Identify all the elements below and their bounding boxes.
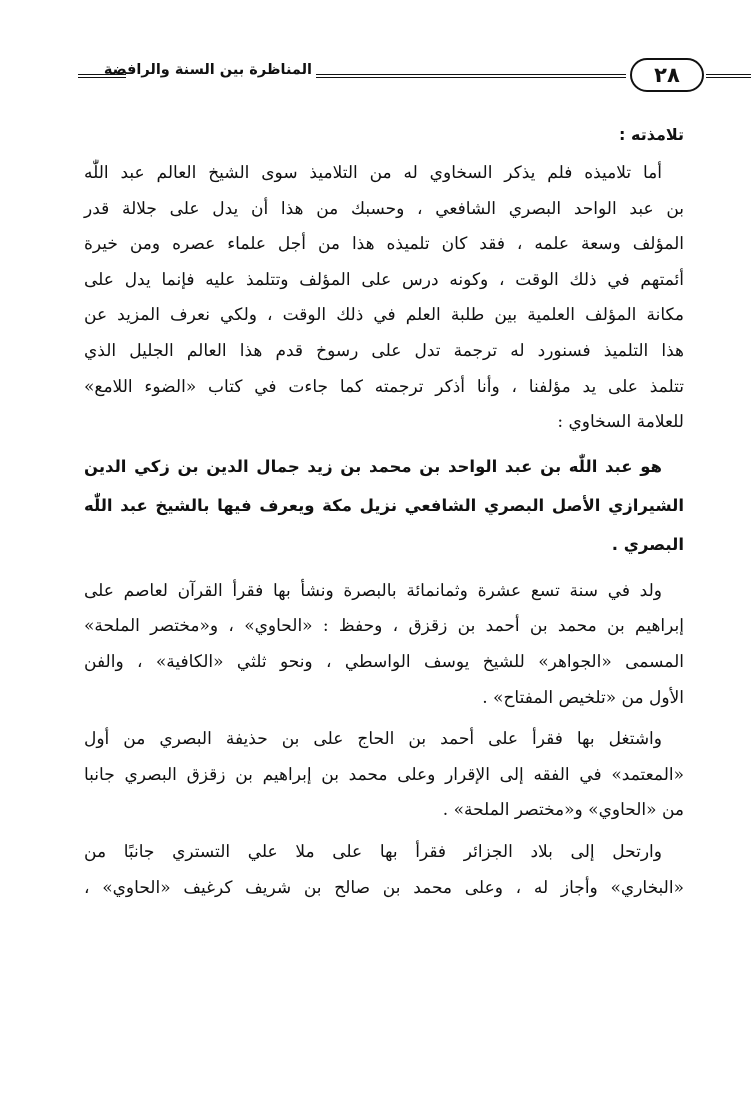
text-line: وارتحل إلى بلاد الجزائر فقرأ بها على ملا علي التستري جانبًا من: [84, 841, 662, 862]
text-line: تتلمذ على يد مؤلفنا ، وأنا أذكر ترجمته كما جاءت في كتاب «الضوء اللامع»: [84, 376, 684, 397]
text-line: هو عبد اللّٰه بن عبد الواحد بن محمد بن زيد جمال الدين بن زكي الدين: [84, 456, 662, 476]
text-line: مكانة المؤلف العلمية بين طلبة العلم في ذلك الوقت ، ولكي نعرف المزيد عن: [84, 305, 684, 326]
text-line: المسمى «الجواهر» للشيخ يوسف الواسطي ، ونحو ثلثي «الكافية» ، والفن: [84, 651, 684, 672]
text-line: للعلامة السخاوي :: [557, 412, 684, 433]
page-content: [84, 112, 684, 912]
paragraph-students: [84, 156, 684, 441]
paragraph-biography-name: [84, 447, 684, 564]
paragraph-travel: [84, 835, 684, 906]
text-line: أئمتهم في ذلك الوقت ، وكونه درس على المؤلف وتتلمذ عليه فإنما يدل على: [84, 269, 684, 290]
page-header: [78, 58, 682, 98]
header-rule-middle: [316, 74, 626, 78]
header-rule-right: [706, 74, 751, 78]
text-line: الشيرازي الأصل البصري الشافعي نزيل مكة ويعرف فيها بالشيخ عبد اللّٰه: [84, 495, 684, 515]
text-line: المؤلف وسعة علمه ، فقد كان تلميذه هذا من أجل علماء عصره ومن خيرة: [84, 234, 684, 255]
text-line: الأول من «تلخيص المفتاح» .: [482, 687, 684, 708]
text-line: هذا التلميذ فسنورد له ترجمة تدل على رسوخ قدم هذا العالم الجليل الذي: [84, 340, 684, 361]
text-line: أما تلاميذه فلم يذكر السخاوي له من التلاميذ سوى الشيخ العالم عبد اللّٰه: [84, 163, 662, 183]
text-line: البصري .: [611, 534, 684, 554]
text-line: بن عبد الواحد البصري الشافعي ، وحسبك من هذا أن يدل على جلالة قدر: [84, 198, 684, 219]
running-title: المناظرة بين السنة والرافضة: [103, 62, 312, 78]
text-line: إبراهيم بن محمد بن أحمد بن زقزق ، وحفظ : «الحاوي» ، و«مختصر الملحة»: [84, 616, 684, 637]
paragraph-study: [84, 722, 684, 829]
text-line: ولد في سنة تسع عشرة وثمانمائة بالبصرة ونشأ بها فقرأ القرآن لعاصم على: [84, 580, 662, 601]
text-line: «البخاري» وأجاز له ، وعلى محمد بن صالح بن شريف كرغيف «الحاوي» ،: [84, 877, 684, 898]
paragraph-birth: [84, 574, 684, 716]
text-line: واشتغل بها فقرأ على أحمد بن الحاج على بن حذيفة البصري من أول: [84, 729, 662, 750]
text-line: «المعتمد» في الفقه إلى الإقرار وعلى محمد بن إبراهيم بن زقزق البصري جانبا: [84, 764, 684, 785]
page-number: ٢٨: [630, 58, 704, 92]
text-line: من «الحاوي» و«مختصر الملحة» .: [442, 800, 684, 821]
section-heading: تلامذته :: [619, 125, 684, 144]
